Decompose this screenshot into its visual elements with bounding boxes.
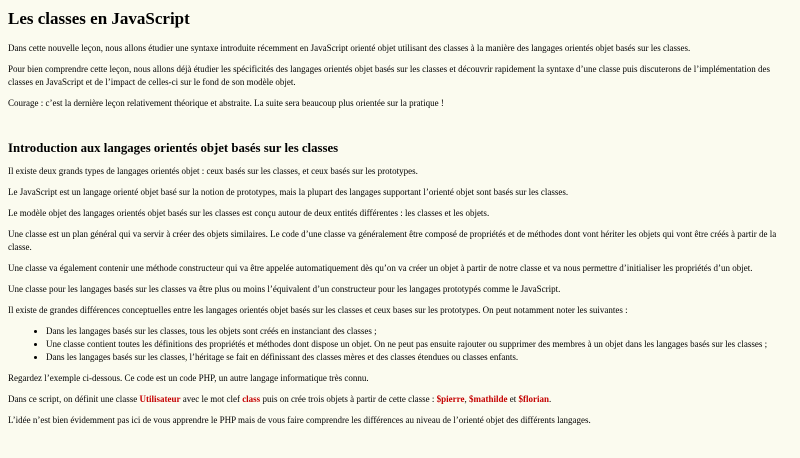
clipped-paragraph: L’idée n’est bien évidemment pas ici de vous apprendre le PHP mais de vous faire comprendre les différences au niveau de l’orienté objet des différents langages. — [8, 415, 591, 425]
body-paragraph: Il existe deux grands types de langages orientés objet : ceux basés sur les classes, et ceux basés sur les prototypes. — [8, 166, 418, 176]
code-keyword: Utilisateur — [139, 394, 181, 404]
list-item: • Une classe contient toutes les définitions des propriétés et méthodes dont dispose un objet. On ne peut pas ensuite rajouter ou supprimer des membres à un objet dans les langages basés sur les classes ; — [46, 338, 792, 351]
intro-paragraph: Dans cette nouvelle leçon, nous allons étudier une syntaxe introduite récemment en JavaScript orienté objet utilisant des classes à la manière des langages orientés objet basés sur les classes. — [8, 43, 691, 53]
code-keyword: $pierre — [436, 394, 465, 404]
page-title: Les classes en JavaScript — [8, 9, 190, 28]
lesson-document — [0, 8, 800, 458]
intro-paragraph: Pour bien comprendre cette leçon, nous allons déjà étudier les spécificités des langages orientés objet basés sur les classes et découvrir rapidement la syntaxe d’une classe puis discuterons de l’implémentation des classes en JavaScript et de l’impact de celles-ci sur le fond de son modèle objet. — [8, 64, 771, 87]
script-description-paragraph — [8, 393, 792, 406]
section-heading: Introduction aux langages orientés objet basés sur les classes — [8, 141, 339, 155]
text-run: . — [548, 394, 552, 404]
body-paragraph: Une classe pour les langages basés sur les classes va être plus ou moins l’équivalent d’un constructeur pour les langages prototypés comme le JavaScript. — [8, 284, 561, 294]
text-run: et — [507, 394, 519, 404]
text-run: avec le mot clef — [180, 394, 243, 404]
code-keyword: $florian — [518, 394, 549, 404]
body-paragraph: Le modèle objet des langages orientés objet basés sur les classes est conçu autour de deux entités différentes : les classes et les objets. — [8, 208, 490, 218]
body-paragraph: Il existe de grandes différences conceptuelles entre les langages orientés objet basés sur les classes et ceux bases sur les prototypes. On peut notamment noter les suivantes : — [8, 305, 628, 315]
body-paragraph: Le JavaScript est un langage orienté objet basé sur la notion de prototypes, mais la plupart des langages supportant l’orienté objet sont basés sur les classes. — [8, 187, 569, 197]
list-item: • Dans les langages basés sur les classes, l’héritage se fait en définissant des classes mères et des classes étendues ou classes enfants. — [46, 351, 792, 364]
intro-paragraph: Courage : c’est la dernière leçon relativement théorique et abstraite. La suite sera beaucoup plus orientée sur la pratique ! — [8, 98, 444, 108]
article — [8, 8, 792, 427]
list-item: • Dans les langages basés sur les classes, tous les objets sont créés en instanciant des classes ; — [46, 325, 792, 338]
text-run: puis on crée trois objets à partir de cette classe : — [260, 394, 437, 404]
code-keyword: class — [242, 394, 261, 404]
text-run: , — [464, 394, 469, 404]
differences-list — [8, 325, 792, 364]
example-paragraph: Regardez l’exemple ci-dessous. Ce code est un code PHP, un autre langage informatique très connu. — [8, 373, 369, 383]
body-paragraph: Une classe va également contenir une méthode constructeur qui va être appelée automatiquement dès qu’on va créer un objet à partir de notre classe et va nous permettre d’initialiser les propriétés d’un objet. — [8, 263, 753, 273]
code-keyword: $mathilde — [468, 394, 508, 404]
text-run: Dans ce script, on définit une classe — [8, 394, 140, 404]
body-paragraph: Une classe est un plan général qui va servir à créer des objets similaires. Le code d’une classe va généralement être composé de propriétés et de méthodes dont vont hériter les objets qui vont être créés à partir de la classe. — [8, 229, 777, 252]
